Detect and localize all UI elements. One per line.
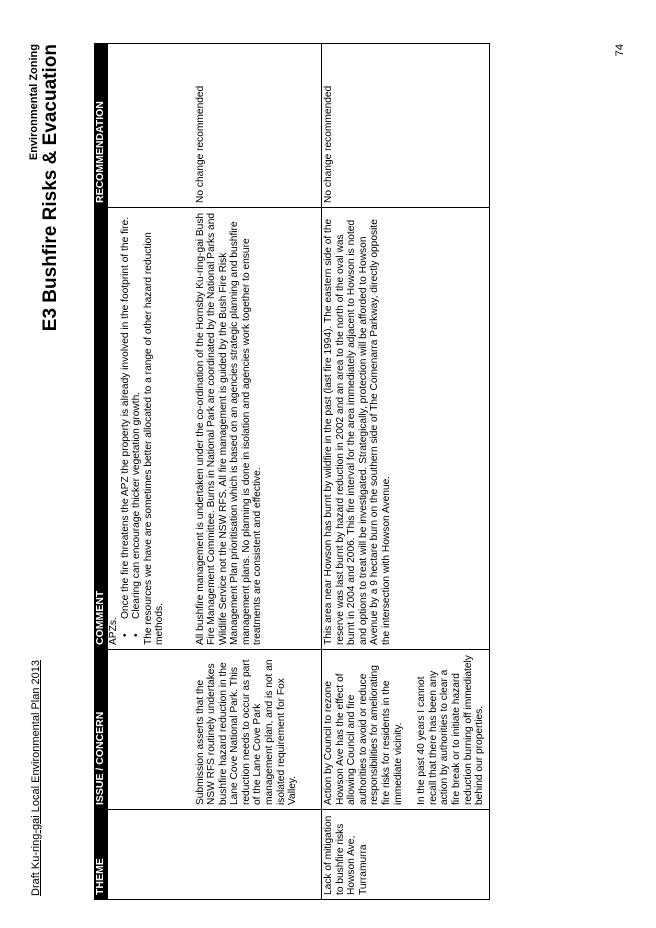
comment-tail: The resources we have are sometimes better allocated to a range of other hazard reduction methods. — [142, 232, 166, 645]
issue-cell — [108, 650, 194, 810]
theme-cell: Lack of mitigation to bushfire risks Howson Ave, Turramurra — [322, 810, 490, 900]
header-recommendation: RECOMMENDATION — [95, 44, 108, 208]
table-row — [108, 44, 194, 900]
comment-cell: All bushfire management is undertaken under the co-ordination of the Hornsby Ku-ring-gai Bush Fire Management Committee. Burns in National Park are coordinated by the National Parks and Wildlife Service not the NSW RFS. All fire management is guided by the Bush Fire Risk Management Plan prioritisation which is based on an agencies strategic planning and bushfire management plans. No planning is done in isolation and agencies work together to ensure treatments are consistent and effective. — [194, 208, 322, 650]
table-row — [194, 44, 322, 900]
list-item: • Clearing can encourage thicker vegetation growth. — [131, 391, 143, 637]
header-comment: COMMENT — [95, 208, 108, 650]
table-header-row — [95, 44, 108, 900]
recommendation-cell: No change recommended — [322, 44, 490, 208]
document-title: Draft Ku-ring-gai Local Environmental Plan 2013 — [30, 659, 42, 896]
list-item: • Once the fire threatens the APZ the property is already involved in the footprint of the fire. — [119, 216, 131, 637]
issue-cell: Submission asserts that the NSW RFS routinely undertakes bushfire hazard reduction in the Lane Cove National Park. This reduction needs to occur as part of the Lane Cove Park management plan, and is not an isolated requirement for Fox Valley. — [194, 650, 322, 810]
issue-cell: Action by Council to rezone Howson Ave has the effect of allowing Council and fire authorities to avoid or reduce responsibilities for ameliorating fire risks for residents in the immediate vicinity. In the past 40 years I cannot recall that there has been any action by authorities to clear a fire break or to initiate hazard reduction burning off immediately behind our properties. — [322, 650, 490, 810]
header-issue: ISSUE / CONCERN — [95, 650, 108, 810]
comment-bullets — [120, 212, 143, 645]
theme-cell — [194, 810, 322, 900]
header-theme: THEME — [95, 810, 108, 900]
bullet-icon: • — [131, 633, 143, 637]
comment-lead: APZs. — [108, 617, 119, 645]
comment-cell — [108, 208, 194, 650]
bullet-icon: • — [119, 633, 131, 637]
theme-cell — [108, 810, 194, 900]
comment-cell: This area near Howson has burnt by wildfire in the past (last fire 1994). The eastern side of the reserve was last burnt by hazard reduction in 2002 and an area to the north of the oval was burnt in 2004 and 2006. This fire interval for the area immediately adjacent to Howson is noted and options to treat will be investigated. Strategically, protection will be afforded to Howson Avenue by a 9 hectare burn on the southern side of The Comenarra Parkway, directly opposite the intersection with Howson Avenue. — [322, 208, 490, 650]
submissions-table — [94, 43, 490, 900]
recommendation-cell — [108, 44, 194, 208]
recommendation-cell: No change recommended — [194, 44, 322, 208]
table-row — [322, 44, 490, 900]
zone-label: Environmental Zoning — [28, 44, 40, 161]
page-number: 74 — [614, 44, 626, 57]
section-title: E3 Bushfire Risks & Evacuation — [40, 44, 61, 332]
